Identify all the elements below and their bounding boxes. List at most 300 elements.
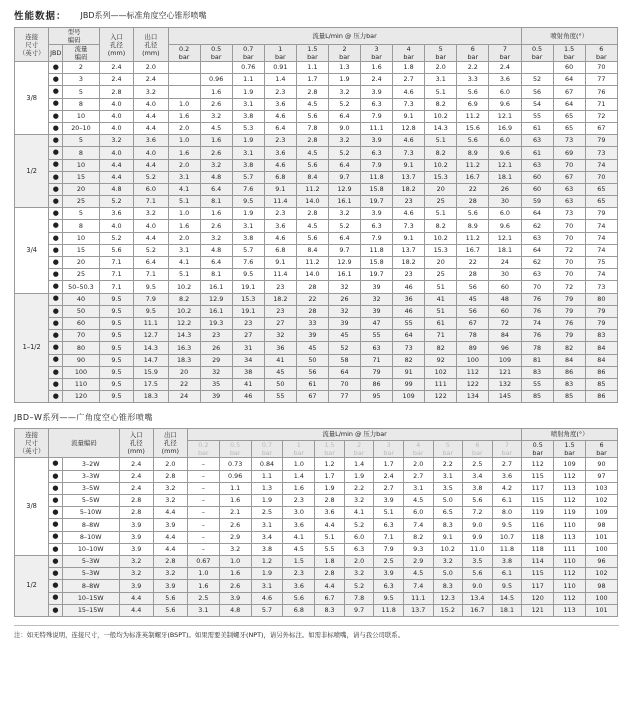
cell-flow-value: 0.73 [219,458,251,470]
cell-inlet-bore: 2.4 [119,458,153,470]
cell-flow-value: 39 [361,281,393,293]
cell-outlet-bore: 6.4 [134,257,168,269]
cell-flow-code: 50–50.3 [63,281,100,293]
cell-flow-value: 8.2 [425,98,457,110]
th2-p-4: 1.5 bar [315,441,345,458]
th2-p-5: 2 bar [344,441,374,458]
cell-flow-value: 31 [232,342,264,354]
cell-spray-angle: 64 [553,98,585,110]
cell-flow-value: 47 [361,317,393,329]
cell-flow-value: 14.0 [296,269,328,281]
cell-flow-code: 5–5W [62,495,119,507]
cell-flow-code: 80 [63,342,100,354]
cell-flow-value: 5.7 [232,244,264,256]
cell-flow-value: 12.9 [328,257,360,269]
footer-note: 注：如无特殊说明，连接尺寸，一般均为标准英制螺牙(BSPT)。如果需要美制螺牙(NPT)，请另外标注。如需非标喷嘴，请与我公司联系。 [14,625,619,640]
cell-flow-value: 11.2 [296,257,328,269]
cell-flow-value: 32 [361,293,393,305]
cell-inlet-bore: 4.4 [99,171,133,183]
cell-spray-angle: 67 [553,86,585,98]
cell-flow-value: 19.3 [200,317,232,329]
cell-flow-value: 12.9 [328,183,360,195]
cell-flow-value: 11.4 [264,269,296,281]
cell-bullet: ● [49,458,63,470]
cell-spray-angle: 72 [553,244,585,256]
cell-bullet: ● [49,244,63,256]
cell-flow-value: 2.3 [264,86,296,98]
cell-flow-value: 0.76 [232,62,264,74]
cell-outlet-bore: 3.9 [153,519,187,531]
cell-spray-angle: 60 [521,171,553,183]
cell-flow-value: 9.5 [492,519,522,531]
cell-flow-value: 23 [264,281,296,293]
th2-a-2: 6 bar [585,441,617,458]
cell-inlet-bore: 4.8 [99,183,133,195]
cell-flow-value: 1.6 [219,495,251,507]
cell-flow-code: 100 [63,366,100,378]
cell-flow-value: 6.0 [403,507,433,519]
cell-flow-value: 2.7 [374,482,404,494]
cell-spray-angle: 54 [521,98,553,110]
cell-spray-angle: 115 [522,568,554,580]
cell-flow-value: 18.2 [393,257,425,269]
cell-bullet: ● [49,196,63,208]
cell-flow-value: 6.1 [492,568,522,580]
cell-flow-code: 25 [63,269,100,281]
cell-flow-value: 100 [457,354,489,366]
cell-flow-value: 2.5 [463,458,493,470]
cell-flow-value: 4.6 [264,232,296,244]
cell-flow-value: 6.8 [283,604,315,616]
cell-spray-angle: 72 [585,110,617,122]
cell-flow-value: 8.3 [433,580,463,592]
cell-bullet: ● [49,531,63,543]
cell-flow-value: 73 [393,342,425,354]
th-p-3: 1 bar [264,45,296,62]
cell-inlet-bore: 4.0 [99,110,133,122]
cell-flow-value: 1.7 [315,470,345,482]
cell-spray-angle: 96 [585,555,617,567]
cell-flow-value: 10.2 [433,543,463,555]
th-outlet: 出口 孔径 (mm) [134,28,168,62]
cell-flow-value: 5.7 [232,171,264,183]
cell-flow-value: 2.7 [393,74,425,86]
cell-flow-value: 9.7 [328,171,360,183]
cell-flow-value: 4.6 [264,110,296,122]
cell-inlet-bore: 4.4 [119,592,153,604]
cell-flow-value: 11.2 [457,232,489,244]
cell-outlet-bore: 5.2 [134,171,168,183]
cell-spray-angle: 109 [585,507,617,519]
cell-flow-value: 1.4 [283,470,315,482]
cell-flow-value: 23 [200,330,232,342]
cell-flow-value: 6.9 [457,98,489,110]
cell-inlet-bore: 3.9 [119,531,153,543]
cell-flow-value: 6.3 [361,147,393,159]
cell-flow-value: 4.5 [296,220,328,232]
cell-spray-angle: 114 [522,555,554,567]
cell-spray-angle: 73 [553,208,585,220]
cell-flow-value: 25 [425,269,457,281]
cell-flow-code: 5–3W [62,568,119,580]
table-row [15,555,618,567]
cell-flow-value: 3.8 [232,232,264,244]
cell-spray-angle: 71 [585,98,617,110]
th2-p-2: 0.7 bar [251,441,283,458]
cell-outlet-bore: 9.5 [134,281,168,293]
table-row [15,391,618,403]
cell-flow-value: 6.0 [489,135,521,147]
cell-flow-value: 6.3 [361,98,393,110]
cell-flow-value: 23 [232,317,264,329]
cell-flow-value: 32 [328,305,360,317]
cell-flow-value: 22 [457,183,489,195]
cell-flow-value: 1.6 [200,86,232,98]
cell-outlet-bore: 3.2 [134,86,168,98]
cell-flow-value: 3.1 [251,519,283,531]
cell-flow-code: 10–15W [62,592,119,604]
cell-flow-value: 3.2 [344,568,374,580]
cell-flow-value: 1.4 [344,458,374,470]
cell-flow-value: 8.3 [315,604,345,616]
cell-spray-angle: 79 [553,330,585,342]
cell-flow-value: 1.8 [315,555,345,567]
th2-p-0: 0.2 bar [187,441,219,458]
cell-flow-value: 3.6 [264,147,296,159]
cell-flow-value: 1.1 [232,74,264,86]
cell-flow-value [168,86,200,98]
table-row [15,171,618,183]
cell-flow-value: 12.9 [200,293,232,305]
cell-flow-value: 19.1 [232,305,264,317]
table-row [15,342,618,354]
table-row [15,366,618,378]
cell-flow-value: 2.8 [296,135,328,147]
cell-flow-value: 1.9 [315,482,345,494]
cell-flow-value: 13.7 [403,604,433,616]
cell-flow-value: 6.0 [489,208,521,220]
cell-flow-value: 16.3 [168,342,200,354]
cell-flow-value: 3.9 [361,208,393,220]
cell-flow-value: 10.2 [168,305,200,317]
table-row [15,354,618,366]
cell-flow-value: 18.1 [489,244,521,256]
cell-flow-value [200,62,232,74]
cell-flow-value: 10.2 [425,110,457,122]
cell-flow-value: 8.0 [492,507,522,519]
table-row [15,257,618,269]
cell-flow-value: 2.0 [168,232,200,244]
cell-spray-angle: 62 [521,257,553,269]
cell-spray-angle: 83 [585,330,617,342]
cell-flow-value: 28 [457,269,489,281]
th2-p-8: 5 bar [433,441,463,458]
cell-flow-value: 84 [489,330,521,342]
table-row [15,135,618,147]
cell-flow-value: 30 [489,269,521,281]
cell-flow-value: 5.1 [315,531,345,543]
cell-flow-value: 7.8 [296,122,328,134]
cell-spray-angle: 100 [585,592,617,604]
cell-inlet-bore: 9.5 [99,317,133,329]
cell-flow-value: 10.2 [425,232,457,244]
cell-flow-value: 6.3 [344,543,374,555]
cell-flow-value: 12.3 [433,592,463,604]
cell-spray-angle: 81 [521,354,553,366]
cell-flow-value: 82 [393,354,425,366]
cell-flow-value: 5.6 [457,208,489,220]
cell-outlet-bore: 4.0 [134,147,168,159]
cell-flow-value: 20 [168,366,200,378]
cell-flow-value: 6.4 [328,110,360,122]
cell-outlet-bore: 4.0 [134,98,168,110]
cell-flow-value: 1.6 [283,482,315,494]
cell-inlet-bore: 2.8 [119,507,153,519]
cell-spray-angle: 110 [554,519,586,531]
cell-flow-value: 15.3 [425,244,457,256]
cell-flow-value: 3.5 [433,482,463,494]
cell-flow-value: 6.0 [489,86,521,98]
cell-flow-value: 1.0 [168,98,200,110]
cell-flow-value: 7.4 [403,580,433,592]
th2-flow-group: 流量L/min @ 压力bar [187,429,521,441]
cell-spray-angle: 84 [585,354,617,366]
cell-flow-value: 14.0 [296,196,328,208]
table1-head [15,28,618,62]
table-row [15,495,618,507]
cell-bullet: ● [49,391,63,403]
cell-bullet: ● [49,74,63,86]
cell-flow-value: 38 [232,366,264,378]
cell-flow-value: 12.1 [489,110,521,122]
cell-flow-value: 34 [232,354,264,366]
cell-flow-value: 11.1 [361,122,393,134]
cell-bullet: ● [49,98,63,110]
cell-flow-value: 1.9 [232,135,264,147]
cell-flow-value: 78 [457,330,489,342]
cell-flow-code: 90 [63,354,100,366]
th-conn-size: 连接 尺寸 （英寸） [15,28,49,62]
cell-flow-value: 8.2 [425,147,457,159]
cell-spray-angle: 64 [553,74,585,86]
cell-flow-value: 5.6 [296,159,328,171]
cell-bullet: ● [49,519,63,531]
cell-flow-value: 22 [457,257,489,269]
cell-flow-value: 14.3 [168,330,200,342]
cell-spray-angle: 70 [553,269,585,281]
cell-bullet: ● [49,507,63,519]
cell-flow-value: 122 [425,391,457,403]
cell-outlet-bore: 2.4 [134,74,168,86]
cell-flow-value: 3.6 [492,470,522,482]
cell-flow-value: 10.7 [492,531,522,543]
cell-spray-angle: 62 [521,220,553,232]
cell-flow-code: 20–10 [63,122,100,134]
cell-outlet-bore: 3.9 [153,580,187,592]
cell-bullet: ● [49,208,63,220]
cell-flow-value: 9.7 [344,604,374,616]
cell-inlet-bore: 2.4 [119,482,153,494]
cell-flow-value: 60 [489,281,521,293]
cell-flow-value: 16.7 [463,604,493,616]
cell-flow-value: 6.8 [264,171,296,183]
cell-spray-angle: 74 [585,220,617,232]
cell-flow-value: 7.9 [361,110,393,122]
cell-flow-value: 3.2 [219,543,251,555]
cell-flow-value: 77 [328,391,360,403]
th2-conn-size: 连接 尺寸 （英寸） [15,429,49,458]
table-row [15,580,618,592]
cell-spray-angle: 79 [585,317,617,329]
cell-flow-value: 18.1 [489,171,521,183]
cell-flow-value: 4.4 [315,580,345,592]
cell-bullet: ● [49,543,63,555]
cell-flow-value: 18.3 [168,354,200,366]
cell-flow-value: 1.9 [232,208,264,220]
cell-flow-value: – [187,482,219,494]
cell-flow-value: 1.0 [283,458,315,470]
cell-flow-value: 3.4 [251,531,283,543]
cell-flow-value: 3.1 [403,482,433,494]
cell-flow-code: 3–5W [62,482,119,494]
cell-bullet: ● [49,122,63,134]
cell-flow-value: 14.5 [492,592,522,604]
cell-spray-angle: 59 [521,196,553,208]
cell-flow-code: 8 [63,147,100,159]
cell-flow-value: 1.3 [251,482,283,494]
cell-outlet-bore: 4.4 [134,122,168,134]
cell-flow-value: 1.1 [251,470,283,482]
cell-flow-value: 2.3 [283,495,315,507]
cell-flow-value: 15.8 [361,257,393,269]
cell-flow-value: 9.0 [463,519,493,531]
cell-flow-value [168,74,200,86]
cell-spray-angle: 60 [553,62,585,74]
cell-flow-value: 2.4 [374,470,404,482]
th-flow-group: 流量L/min @ 压力bar [168,28,521,45]
cell-flow-value: 45 [264,366,296,378]
section2-title [14,409,619,425]
cell-flow-value: 3.8 [463,482,493,494]
cell-flow-value: 5.6 [463,568,493,580]
cell-flow-value: 8.9 [457,220,489,232]
cell-flow-value: 19.7 [361,196,393,208]
cell-flow-value: 26 [200,342,232,354]
cell-inlet-bore: 2.8 [119,495,153,507]
cell-flow-value: 9.3 [403,543,433,555]
cell-flow-value: 7.2 [463,507,493,519]
cell-spray-angle: 110 [554,580,586,592]
cell-flow-value: 6.3 [374,580,404,592]
th-a-2: 6 bar [585,45,617,62]
cell-spray-angle: 112 [554,592,586,604]
cell-inlet-bore: 9.5 [99,378,133,390]
cell-flow-value: 9.0 [463,580,493,592]
cell-flow-value: 27 [232,330,264,342]
table-row [15,604,618,616]
cell-flow-value: 5.6 [296,110,328,122]
cell-flow-value: 3.1 [168,244,200,256]
cell-flow-value: 5.1 [425,135,457,147]
cell-flow-value: 5.2 [328,147,360,159]
cell-flow-value: 1.9 [328,74,360,86]
cell-bullet: ● [49,62,63,74]
cell-flow-value: 56 [296,366,328,378]
cell-flow-value: 45 [328,330,360,342]
cell-flow-value: 15.3 [425,171,457,183]
cell-flow-value: 55 [393,317,425,329]
cell-bullet: ● [49,604,63,616]
cell-flow-value: 102 [425,366,457,378]
cell-flow-code: 20 [63,183,100,195]
cell-flow-value: 36 [393,293,425,305]
cell-inlet-bore: 5.2 [99,196,133,208]
cell-flow-value: 55 [361,330,393,342]
cell-flow-value: 4.8 [200,244,232,256]
cell-spray-angle: 63 [553,183,585,195]
cell-flow-value: 12.1 [489,232,521,244]
cell-spray-angle: 119 [554,507,586,519]
cell-spray-angle: 80 [585,293,617,305]
page-title [14,6,619,24]
cell-flow-value: 2.6 [200,220,232,232]
cell-spray-angle: 84 [553,354,585,366]
cell-flow-value: 51 [425,281,457,293]
cell-flow-value: 132 [489,378,521,390]
cell-bullet: ● [49,555,63,567]
cell-inlet-bore: 4.0 [99,122,133,134]
cell-flow-value: 2.4 [489,62,521,74]
table2-head-row1 [15,429,618,441]
th-p-0: 0.2 bar [168,45,200,62]
cell-flow-value: 7.3 [393,98,425,110]
cell-flow-value: 5.2 [344,580,374,592]
cell-flow-value: 9.1 [264,257,296,269]
cell-spray-angle: 112 [554,495,586,507]
cell-flow-value: 20 [425,257,457,269]
cell-flow-value: 9.1 [433,531,463,543]
cell-flow-value: 3.1 [168,171,200,183]
cell-flow-value: – [187,519,219,531]
cell-flow-value: 16.1 [328,269,360,281]
cell-flow-value: 1.0 [168,208,200,220]
cell-flow-value: 5.0 [433,568,463,580]
cell-flow-value: 2.2 [433,458,463,470]
cell-spray-angle: 84 [585,342,617,354]
cell-flow-value: 22 [168,378,200,390]
cell-flow-value: 6.4 [264,122,296,134]
cell-flow-value: 32 [200,366,232,378]
cell-outlet-bore: 12.7 [134,330,168,342]
table-row [15,531,618,543]
cell-flow-value: 91 [393,366,425,378]
table-row [15,317,618,329]
cell-flow-value: 29 [200,354,232,366]
cell-spray-angle: 70 [553,257,585,269]
cell-flow-value: 3.2 [433,555,463,567]
cell-flow-value: 2.8 [296,208,328,220]
cell-inlet-bore: 7.1 [99,257,133,269]
cell-flow-value: 6.3 [374,519,404,531]
cell-flow-code: 120 [63,391,100,403]
cell-flow-value: 2.0 [168,159,200,171]
cell-flow-value: 32 [328,281,360,293]
table1-body [15,62,618,403]
cell-spray-angle: 74 [585,232,617,244]
cell-outlet-bore: 2.8 [153,470,187,482]
cell-outlet-bore: 3.2 [153,495,187,507]
cell-spray-angle: 63 [521,232,553,244]
